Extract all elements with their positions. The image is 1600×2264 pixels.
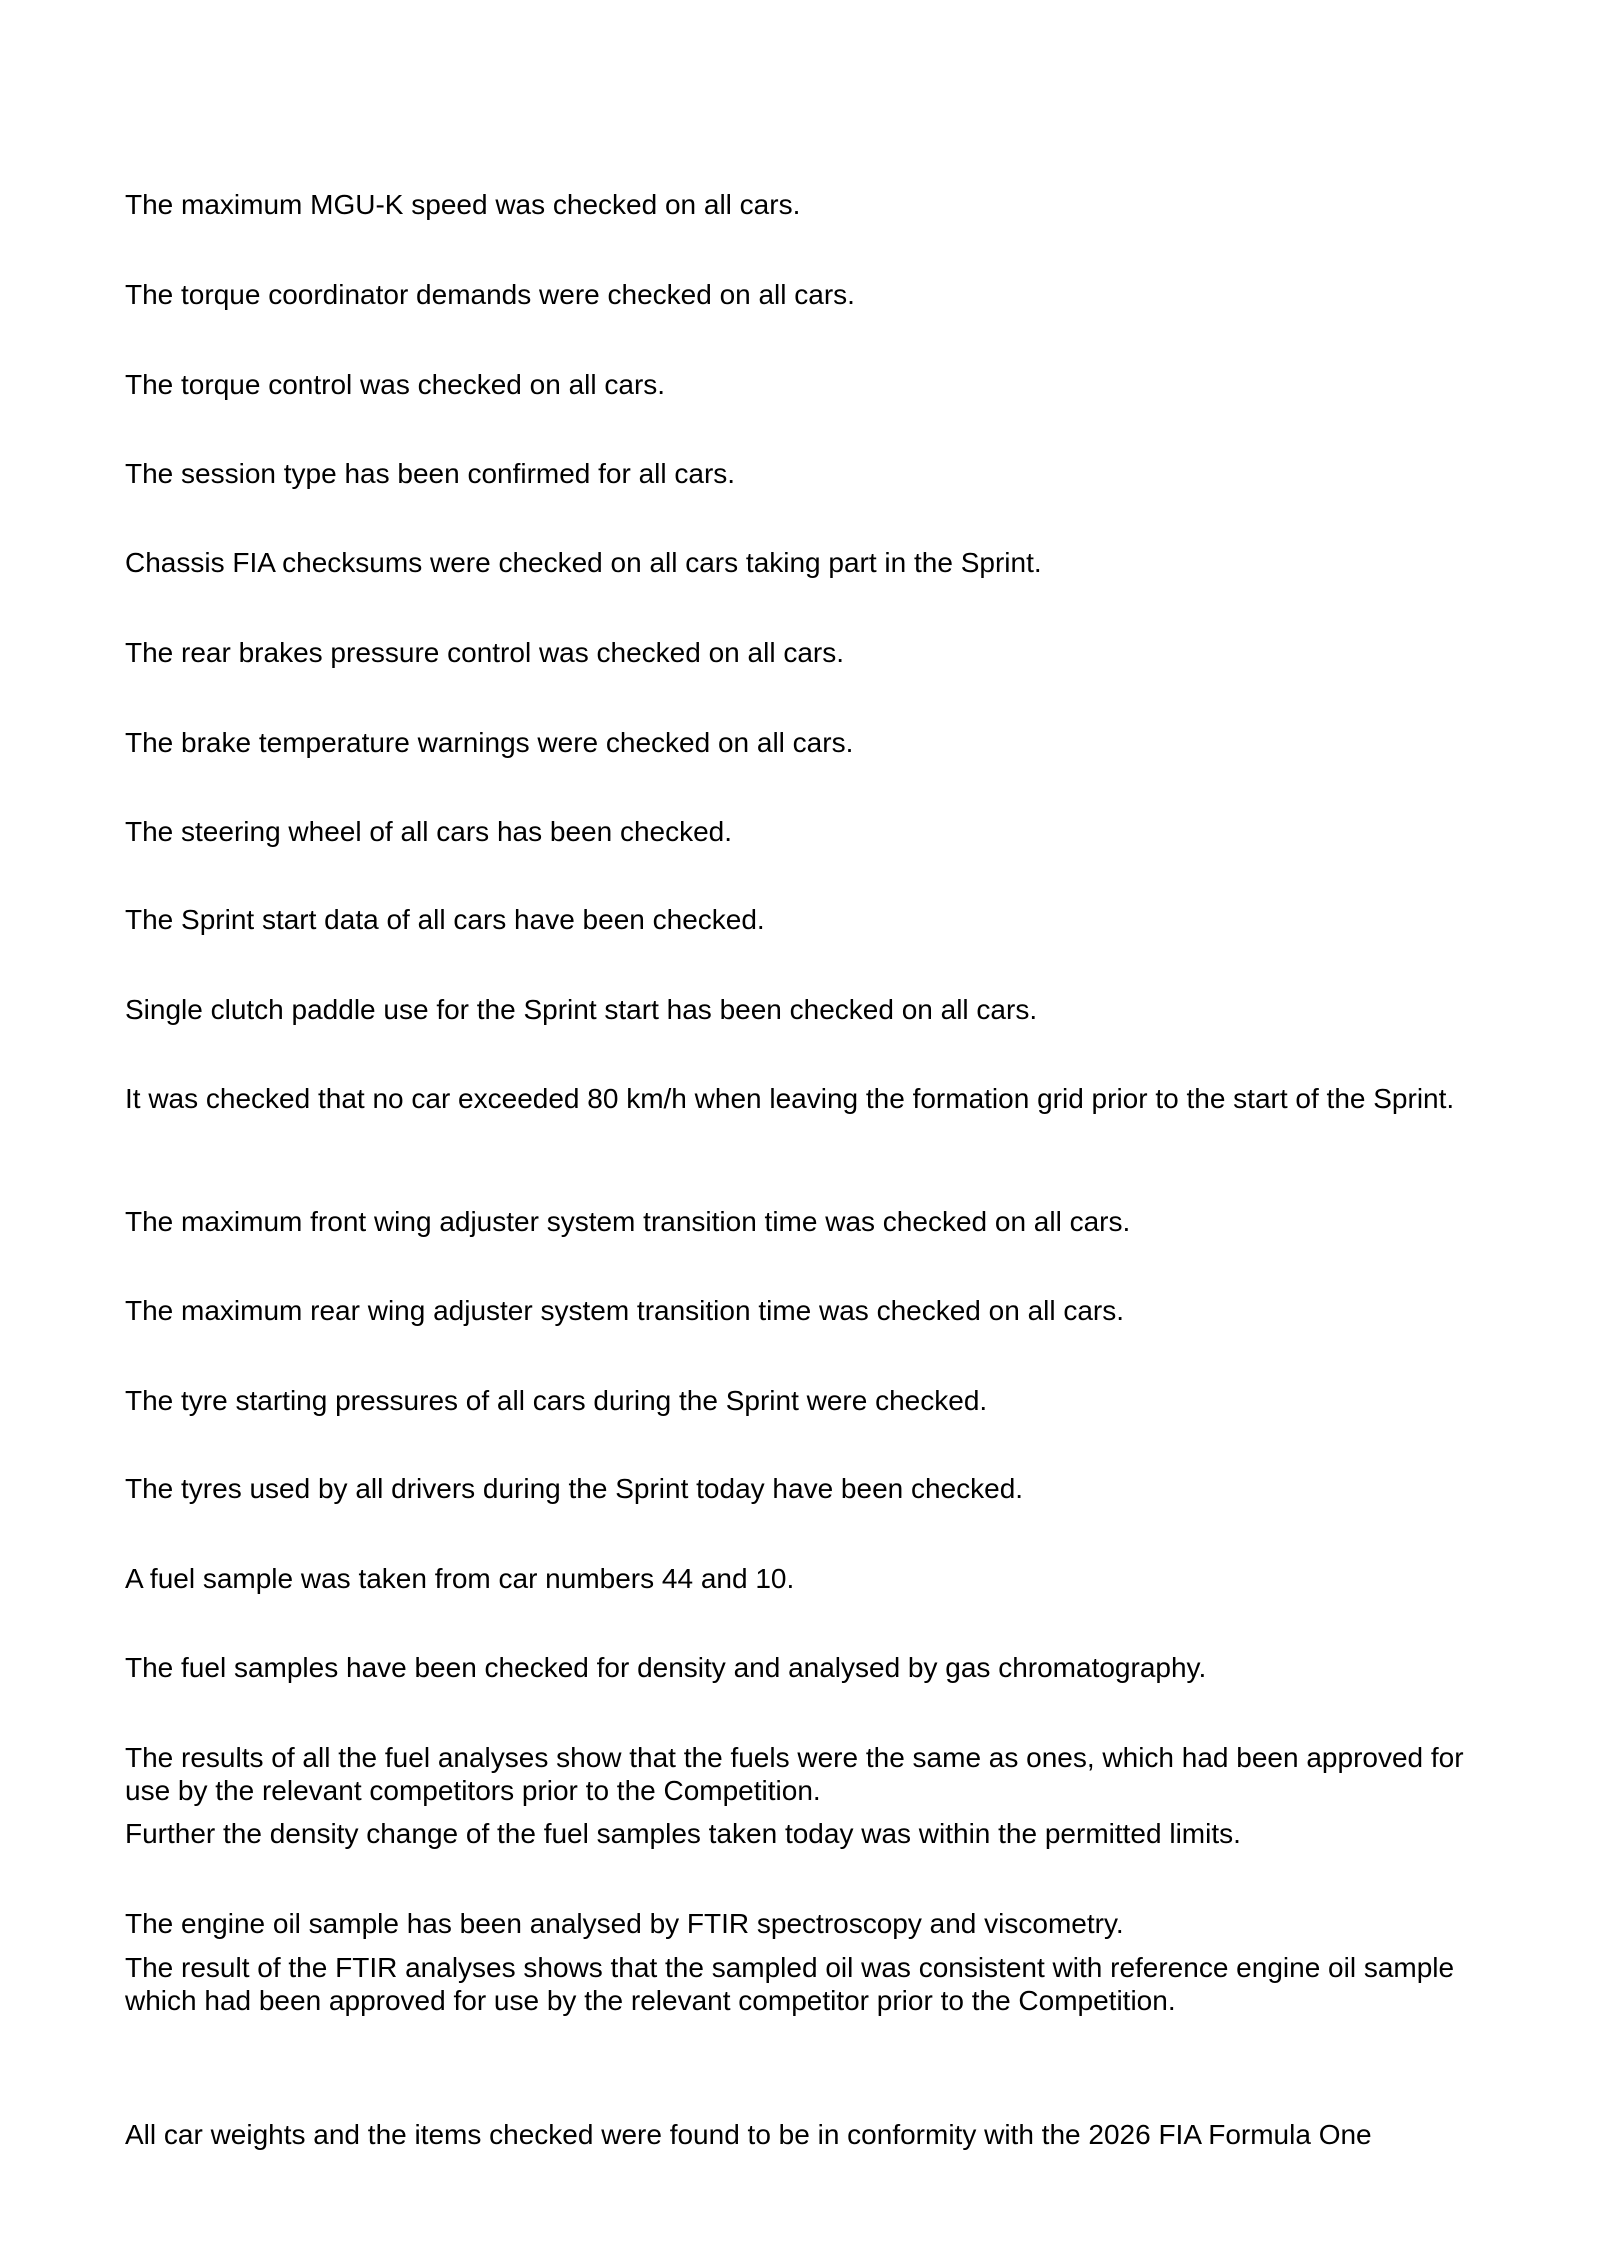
paragraph-chassis-checksums: Chassis FIA checksums were checked on all cars taking part in the Sprint. [125,547,1042,578]
paragraph-engine-oil: The engine oil sample has been analysed by FTIR spectroscopy and viscometry. [125,1908,1124,1939]
paragraph-conformity: All car weights and the items checked were found to be in conformity with the 2026 FIA Formula One [125,2119,1372,2150]
paragraph-fuel-sample: A fuel sample was taken from car numbers 44 and 10. [125,1563,795,1594]
paragraph-rear-wing: The maximum rear wing adjuster system transition time was checked on all cars. [125,1295,1125,1326]
paragraph-front-wing: The maximum front wing adjuster system transition time was checked on all cars. [125,1206,1131,1237]
paragraph-clutch-paddle: Single clutch paddle use for the Sprint start has been checked on all cars. [125,994,1038,1025]
paragraph-density-change: Further the density change of the fuel samples taken today was within the permitted limits. [125,1818,1241,1849]
paragraph-brake-temperature: The brake temperature warnings were checked on all cars. [125,727,854,758]
paragraph-fuel-results: The results of all the fuel analyses show that the fuels were the same as ones, which had been approved for use by the relevant competitors prior to the Competition. [125,1742,1464,1806]
paragraph-formation-speed: It was checked that no car exceeded 80 km/h when leaving the formation grid prior to the start of the Sprint. [125,1083,1455,1114]
paragraph-tyre-pressures: The tyre starting pressures of all cars during the Sprint were checked. [125,1385,988,1416]
paragraph-mguk-speed: The maximum MGU-K speed was checked on all cars. [125,189,801,220]
paragraph-steering-wheel: The steering wheel of all cars has been checked. [125,816,733,847]
paragraph-fuel-density: The fuel samples have been checked for density and analysed by gas chromatography. [125,1652,1207,1683]
paragraph-session-type: The session type has been confirmed for all cars. [125,458,736,489]
paragraph-tyres-used: The tyres used by all drivers during the Sprint today have been checked. [125,1473,1024,1504]
paragraph-ftir-result: The result of the FTIR analyses shows that the sampled oil was consistent with reference engine oil sample which had been approved for use by the relevant competitor prior to the Competition. [125,1952,1455,2016]
paragraph-rear-brakes: The rear brakes pressure control was checked on all cars. [125,637,844,668]
paragraph-sprint-start-data: The Sprint start data of all cars have been checked. [125,904,765,935]
paragraph-torque-control: The torque control was checked on all cars. [125,369,666,400]
paragraph-torque-coordinator: The torque coordinator demands were checked on all cars. [125,279,855,310]
